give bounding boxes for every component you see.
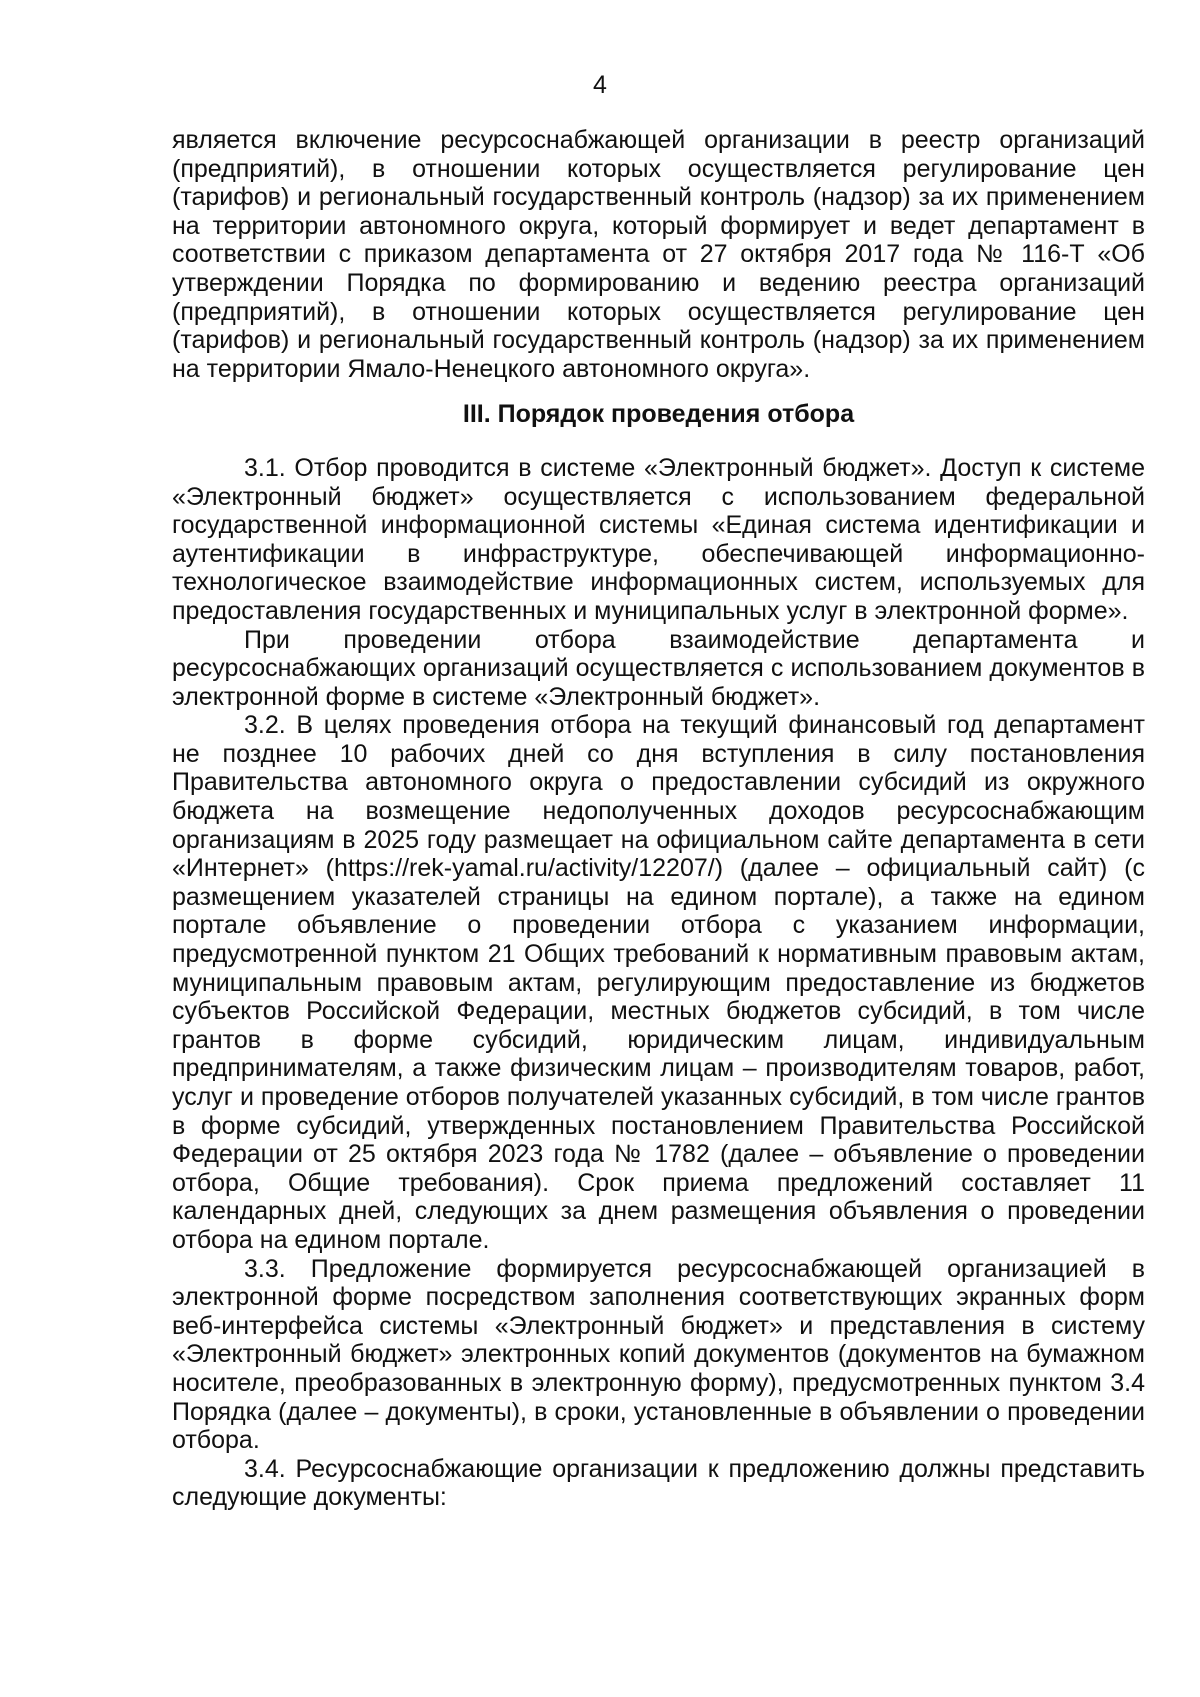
document-body bbox=[172, 126, 1145, 1512]
page-number: 4 bbox=[593, 71, 607, 99]
intro-paragraph: является включение ресурсоснабжающей организации в реестр организаций (предприятий), в отношении которых осуществляется регулирование цен (тарифов) и региональный государственный контроль (надзор) за их применением на территории автономного округа, который формирует и ведет департамент в соответствии с приказом департамента от 27 октября 2017 года № 116-Т «Об утверждении Порядка по формированию и ведению реестра организаций (предприятий), в отношении которых осуществляется регулирование цен (тарифов) и региональный государственный контроль (надзор) за их применением на территории Ямало-Ненецкого автономного округа». bbox=[172, 126, 1145, 383]
paragraph-3-1: 3.1. Отбор проводится в системе «Электронный бюджет». Доступ к системе «Электронный бюджет» осуществляется с использованием федеральной государственной информационной системы «Единая система идентификации и аутентификации в инфраструктуре, обеспечивающей информационно-технологическое взаимодействие информационных систем, используемых для предоставления государственных и муниципальных услуг в электронной форме». bbox=[172, 453, 1145, 625]
paragraph-3-3: 3.3. Предложение формируется ресурсоснабжающей организацией в электронной форме посредством заполнения соответствующих экранных форм веб-интерфейса системы «Электронный бюджет» и представления в систему «Электронный бюджет» электронных копий документов (документов на бумажном носителе, преобразованных в электронную форму), предусмотренных пунктом 3.4 Порядка (далее – документы), в сроки, установленные в объявлении о проведении отбора. bbox=[172, 1254, 1145, 1455]
paragraph-3-1-interaction: При проведении отбора взаимодействие департамента и ресурсоснабжающих организаций осуществляется с использованием документов в электронной форме в системе «Электронный бюджет». bbox=[172, 625, 1145, 711]
paragraph-3-2: 3.2. В целях проведения отбора на текущий финансовый год департамент не позднее 10 рабочих дней со дня вступления в силу постановления Правительства автономного округа о предоставлении субсидий из окружного бюджета на возмещение недополученных доходов ресурсоснабжающим организациям в 2025 году размещает на официальном сайте департамента в сети «Интернет» (https://rek-yamal.ru/activity/12207/) (далее – официальный сайт) (с размещением указателей страницы на едином портале), а также на едином портале объявление о проведении отбора с указанием информации, предусмотренной пунктом 21 Общих требований к нормативным правовым актам, муниципальным правовым актам, регулирующим предоставление из бюджетов субъектов Российской Федерации, местных бюджетов субсидий, в том числе грантов в форме субсидий, юридическим лицам, индивидуальным предпринимателям, а также физическим лицам – производителям товаров, работ, услуг и проведение отборов получателей указанных субсидий, в том числе грантов в форме субсидий, утвержденных постановлением Правительства Российской Федерации от 25 октября 2023 года № 1782 (далее – объявление о проведении отбора, Общие требования). Срок приема предложений составляет 11 календарных дней, следующих за днем размещения объявления о проведении отбора на едином портале. bbox=[172, 711, 1145, 1254]
paragraph-3-4: 3.4. Ресурсоснабжающие организации к предложению должны представить следующие документы: bbox=[172, 1454, 1145, 1512]
section-heading: III. Порядок проведения отбора bbox=[462, 400, 855, 429]
